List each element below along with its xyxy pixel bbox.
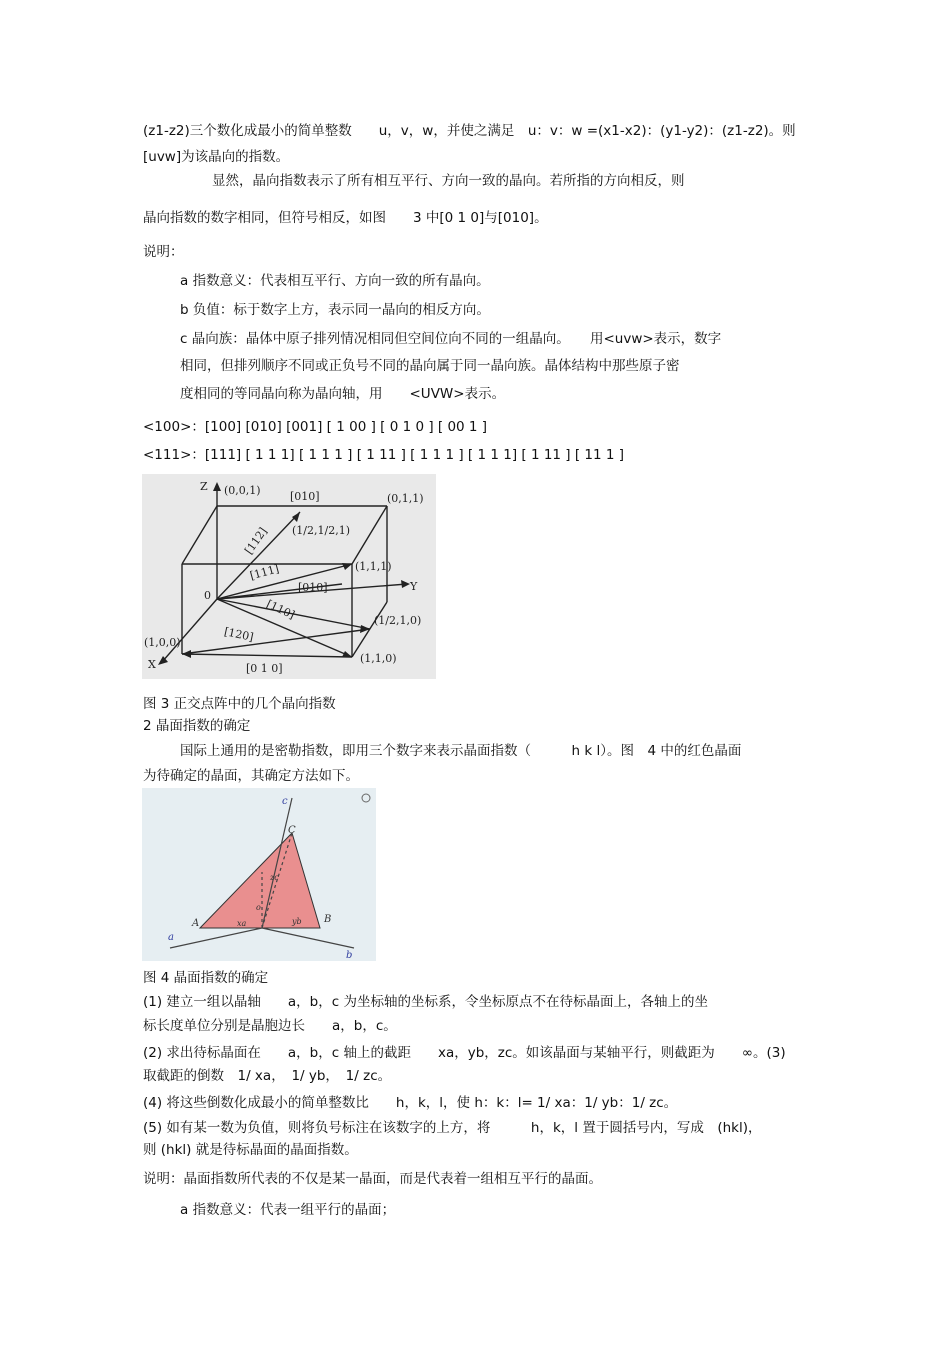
point-a-label: A — [192, 918, 200, 929]
para-line: 国际上通用的是密勒指数，即用三个数字来表示晶面指数（ h k l）。图 4 中的红色晶面 — [180, 743, 742, 759]
point-111-label: (1,1,1) — [355, 560, 392, 573]
note-2-item-a: a 指数意义：代表一组平行的晶面； — [180, 1202, 396, 1218]
step-1: (1) 建立一组以晶轴 a，b，c 为坐标轴的坐标系，令坐标原点不在待标晶面上，各轴上的坐 — [143, 994, 708, 1010]
figure-3 — [142, 474, 436, 679]
figure-3-caption: 图 3 正交点阵中的几个晶向指数 — [143, 696, 336, 712]
point-half-1-0-label: (1/2,1,0) — [374, 614, 422, 627]
para-line: 晶向指数的数字相同，但符号相反，如图 3 中[0 1 0]与[010]。 — [143, 210, 548, 226]
origin-label: o — [256, 903, 261, 912]
figure-4 — [142, 788, 376, 961]
direction-010-top-label: [010] — [290, 490, 320, 503]
point-half-half-1-label: (1/2,1/2,1) — [292, 524, 350, 537]
section-title: 2 晶面指数的确定 — [143, 718, 251, 734]
direction-family-111: <111>：[111] [ 1 1 1] [ 1 1 1 ] [ 1 11 ] [ 1 1 1 ] [ 1 1 1] [ 1 11 ] [ 11 1 ] — [143, 447, 625, 463]
orthorhombic-lattice-diagram — [142, 474, 436, 679]
note-item-b: b 负值：标于数字上方，表示同一晶向的相反方向。 — [180, 302, 490, 318]
a-axis-label: a — [168, 932, 174, 943]
step-5-cont: 则 (hkl) 就是待标晶面的晶面指数。 — [143, 1142, 358, 1158]
yb-label: yb — [292, 917, 302, 926]
crystal-plane-diagram — [142, 788, 376, 961]
z-axis-label: Z — [200, 480, 208, 493]
note-item-c: c 晶向族：晶体中原子排列情况相同但空间位向不同的一组晶向。 用<uvw>表示，数字 — [180, 331, 722, 347]
para-line: (z1-z2)三个数化成最小的简单整数 u，v，w，并使之满足 u：v：w =(x1-x2)：(y1-y2)：(z1-z2)。则 — [143, 123, 796, 139]
c-axis-label: c — [282, 796, 288, 807]
point-011-label: (0,1,1) — [387, 492, 424, 505]
figure-4-caption: 图 4 晶面指数的确定 — [143, 970, 269, 986]
origin-label: 0 — [204, 589, 211, 602]
step-2: (2) 求出待标晶面在 a，b，c 轴上的截距 xa，yb，zc。如该晶面与某轴平行，则截距为 ∞。(3) — [143, 1045, 786, 1061]
point-c-label: C — [288, 825, 296, 836]
note-label: 说明： — [143, 244, 184, 260]
point-110-label: (1,1,0) — [360, 652, 397, 665]
step-4: (4) 将这些倒数化成最小的简单整数比 h，k，l，使 h：k：l= 1/ xa：1/ yb：1/ zc。 — [143, 1095, 678, 1111]
note-item-c-cont: 度相同的等同晶向称为晶向轴，用 <UVW>表示。 — [180, 386, 506, 402]
step-2-cont: 取截距的倒数 1/ xa， 1/ yb， 1/ zc。 — [143, 1068, 392, 1084]
direction-112-label: [112] — [242, 525, 270, 557]
note-2: 说明：晶面指数所代表的不仅是某一晶面，而是代表着一组相互平行的晶面。 — [143, 1171, 602, 1187]
note-item-a: a 指数意义：代表相互平行、方向一致的所有晶向。 — [180, 273, 490, 289]
y-axis-label: Y — [410, 580, 418, 593]
direction-110-label: [110] — [264, 597, 297, 622]
point-001-label: (0,0,1) — [224, 484, 261, 497]
direction-010-bottom-label: [0 1 0] — [246, 662, 283, 675]
x-axis-label: X — [148, 658, 156, 671]
step-1-cont: 标长度单位分别是晶胞边长 a，b，c。 — [143, 1018, 397, 1034]
xa-label: xa — [237, 919, 247, 928]
para-line: [uvw]为该晶向的指数。 — [143, 149, 290, 165]
direction-120-label: [120] — [222, 625, 255, 644]
point-b-label: B — [324, 914, 332, 925]
step-5: (5) 如有某一数为负值，则将负号标注在该数字的上方，将 h，k，l 置于圆括号内，写成 (hkl)， — [143, 1120, 762, 1136]
point-100-label: (1,0,0) — [144, 636, 181, 649]
direction-010-mid-label: [010] — [298, 581, 328, 594]
direction-family-100: <100>：[100] [010] [001] [ 1 00 ] [ 0 1 0 ] [ 00 1 ] — [143, 419, 488, 435]
speaker-icon — [362, 794, 370, 802]
note-item-c-cont: 相同，但排列顺序不同或正负号不同的晶向属于同一晶向族。晶体结构中那些原子密 — [180, 358, 680, 374]
para-line: 显然，晶向指数表示了所有相互平行、方向一致的晶向。若所指的方向相反，则 — [212, 173, 685, 189]
direction-111-label: [111] — [248, 562, 281, 583]
b-axis-label: b — [346, 950, 353, 961]
zc-label: zc — [270, 873, 279, 882]
para-line: 为待确定的晶面，其确定方法如下。 — [143, 768, 359, 784]
